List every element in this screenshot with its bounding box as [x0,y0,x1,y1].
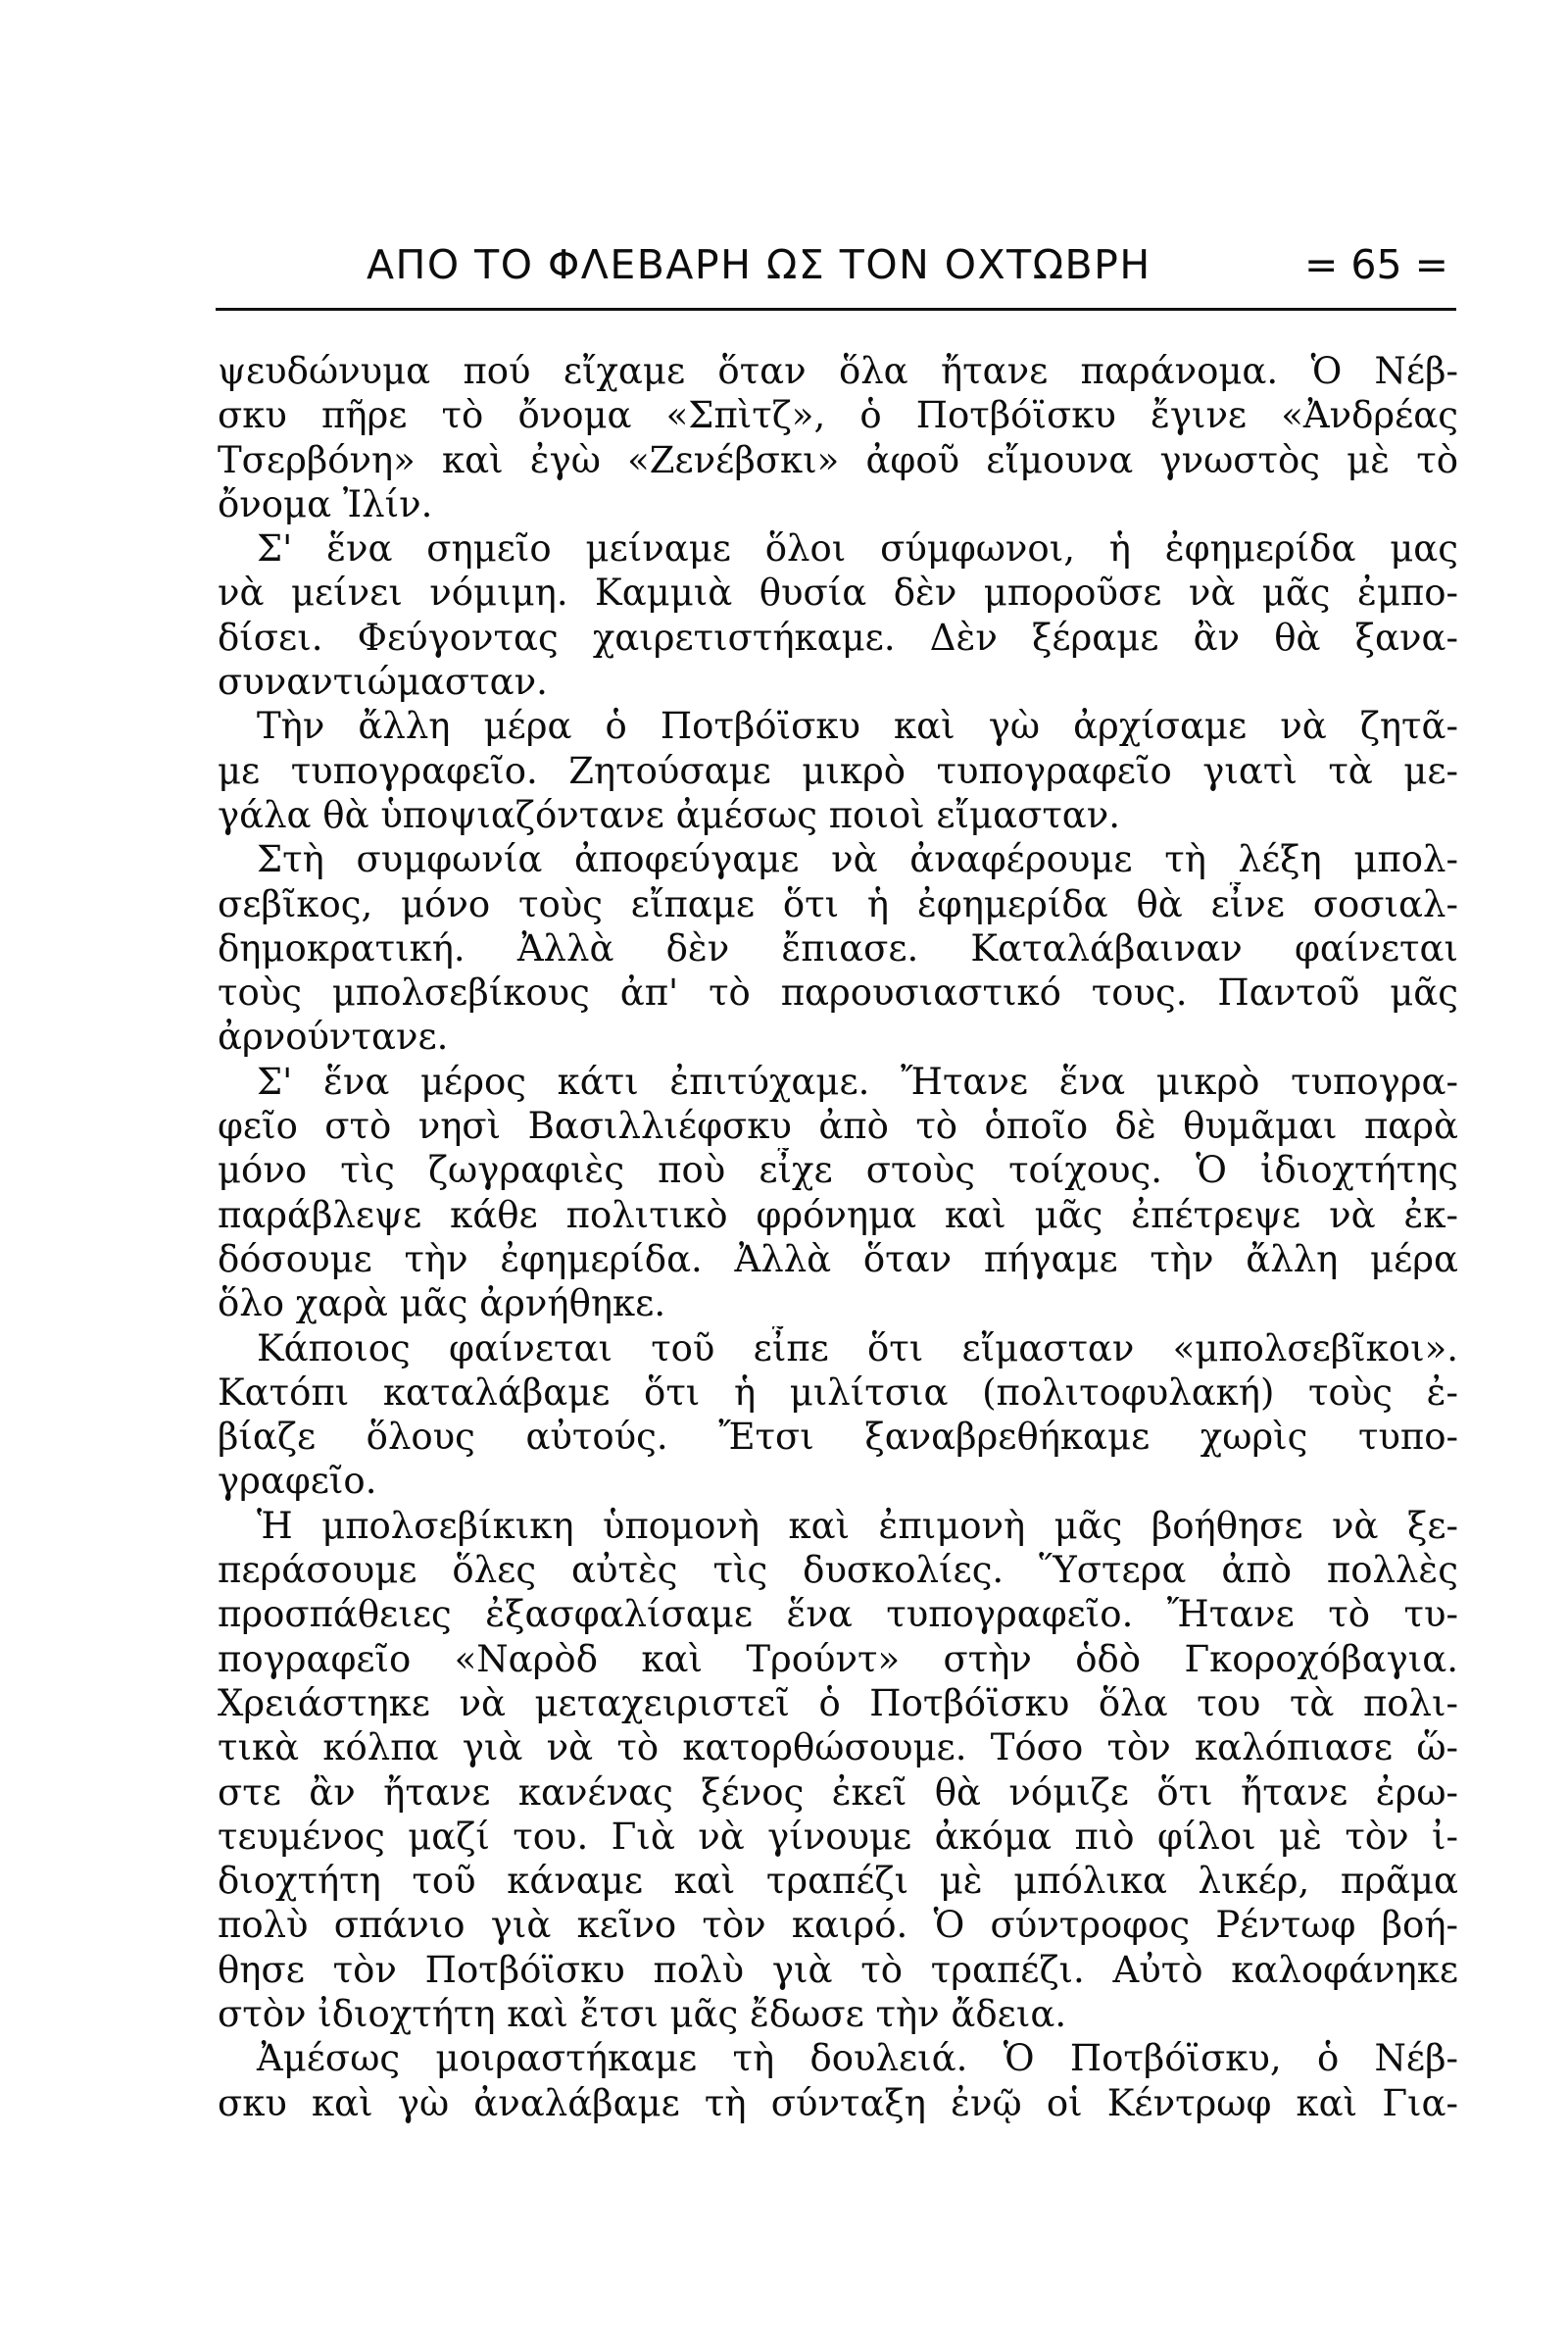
text-line: Τσερβόνη» καὶ ἐγὼ «Ζενέβσκι» ἀφοῦ εἴμουνα γνωστὸς μὲ τὸ [218,438,1458,481]
text-line: γάλα θὰ ὑποψιαζόντανε ἀμέσως ποιοὶ εἴμασταν. [218,793,1121,836]
text-line: γραφεῖο. [218,1460,377,1503]
text-line: βίαζε ὅλους αὐτούς. Ἔτσι ξαναβρεθήκαμε χωρὶς τυπο- [218,1416,1458,1459]
text-line: προσπάθειες ἐξασφαλίσαμε ἕνα τυπογραφεῖο. Ἤτανε τὸ τυ- [218,1593,1458,1636]
text-line: νὰ μείνει νόμιμη. Καμμιὰ θυσία δὲν μποροῦσε νὰ μᾶς ἐμπο- [218,572,1458,615]
text-line: Σ' ἕνα σημεῖο μείναμε ὅλοι σύμφωνοι, ἡ ἐφημερίδα μας [257,527,1458,571]
text-line: φεῖο στὸ νησὶ Βασιλλιέφσκυ ἀπὸ τὸ ὁποῖο δὲ θυμᾶμαι παρὰ [218,1105,1458,1148]
running-title: ΑΠΟ ΤΟ ΦΛΕΒΑΡΗ ΩΣ ΤΟΝ ΟΧΤΩΒΡΗ [367,241,1152,288]
text-line: σκυ καὶ γὼ ἀναλάβαμε τὴ σύνταξη ἐνῷ οἱ Κέντρωφ καὶ Για- [218,2081,1458,2124]
text-line: σεβῖκος, μόνο τοὺς εἴπαμε ὅτι ἡ ἐφημερίδα θὰ εἶνε σοσιαλ- [218,882,1458,925]
text-line: Κατόπι καταλάβαμε ὅτι ἡ μιλίτσια (πολιτοφυλακή) τοὺς ἐ- [218,1370,1458,1414]
header-rule [216,308,1456,311]
text-line: πογραφεῖο «Ναρὸδ καὶ Τρούντ» στὴν ὁδὸ Γκοροχόβαγια. [218,1637,1458,1680]
text-line: σκυ πῆρε τὸ ὄνομα «Σπὶτζ», ὁ Ποτβόϊσκυ ἔγινε «Ἀνδρέας [218,394,1458,437]
text-line: περάσουμε ὅλες αὐτὲς τὶς δυσκολίες. Ὕστερα ἀπὸ πολλὲς [218,1549,1458,1592]
text-line: διοχτήτη τοῦ κάναμε καὶ τραπέζι μὲ μπόλικα λικέρ, πρᾶμα [218,1860,1458,1903]
text-line: τικὰ κόλπα γιὰ νὰ τὸ κατορθώσουμε. Τόσο τὸν καλόπιασε ὥ- [218,1726,1458,1769]
text-line: Ἡ μπολσεβίκικη ὑπομονὴ καὶ ἐπιμονὴ μᾶς βοήθησε νὰ ξε- [257,1504,1458,1547]
text-line: παράβλεψε κάθε πολιτικὸ φρόνημα καὶ μᾶς ἐπέτρεψε νὰ ἐκ- [218,1193,1458,1236]
text-line: ἀρνούντανε. [218,1016,449,1059]
text-line: ψευδώνυμα πού εἴχαμε ὅταν ὅλα ἤτανε παράνομα. Ὁ Νέβ- [218,350,1458,392]
page-number: = 65 = [1304,241,1448,288]
text-line: Χρειάστηκε νὰ μεταχειριστεῖ ὁ Ποτβόϊσκυ ὅλα του τὰ πολι- [218,1681,1458,1724]
text-line: με τυπογραφεῖο. Ζητούσαμε μικρὸ τυπογραφεῖο γιατὶ τὰ με- [218,749,1458,792]
text-line: δόσουμε τὴν ἐφημερίδα. Ἀλλὰ ὅταν πήγαμε τὴν ἄλλη μέρα [218,1237,1458,1280]
body-text [218,349,1458,2125]
text-line: μόνο τὶς ζωγραφιὲς ποὺ εἶχε στοὺς τοίχους. Ὁ ἰδιοχτήτης [218,1149,1458,1192]
text-line: τοὺς μπολσεβίκους ἀπ' τὸ παρουσιαστικό τους. Παντοῦ μᾶς [218,971,1458,1015]
text-line: στε ἂν ἤτανε κανένας ξένος ἐκεῖ θὰ νόμιζε ὅτι ἤτανε ἐρω- [218,1770,1458,1814]
text-line: δημοκρατική. Ἀλλὰ δὲν ἔπιασε. Καταλάβαιναν φαίνεται [218,926,1458,970]
text-line: Κάποιος φαίνεται τοῦ εἶπε ὅτι εἴμασταν «μπολσεβῖκοι». [257,1326,1458,1369]
text-line: ὄνομα Ἰλίν. [218,482,433,525]
text-line: στὸν ἰδιοχτήτη καὶ ἔτσι μᾶς ἔδωσε τὴν ἄδεια. [218,1992,1067,2035]
text-line: δίσει. Φεύγοντας χαιρετιστήκαμε. Δὲν ξέραμε ἂν θὰ ξανα- [218,616,1458,659]
text-line: τευμένος μαζί του. Γιὰ νὰ γίνουμε ἀκόμα πιὸ φίλοι μὲ τὸν ἰ- [218,1815,1458,1858]
text-line: Ἀμέσως μοιραστήκαμε τὴ δουλειά. Ὁ Ποτβόϊσκυ, ὁ Νέβ- [257,2037,1458,2080]
text-line: Σ' ἕνα μέρος κάτι ἐπιτύχαμε. Ἤτανε ἕνα μικρὸ τυπογρα- [257,1060,1458,1103]
text-line: θησε τὸν Ποτβόϊσκυ πολὺ γιὰ τὸ τραπέζι. Αὐτὸ καλοφάνηκε [218,1948,1458,1991]
text-line: Στὴ συμφωνία ἀποφεύγαμε νὰ ἀναφέρουμε τὴ λέξη μπολ- [257,838,1458,881]
running-header [367,241,1454,300]
text-line: Τὴν ἄλλη μέρα ὁ Ποτβόϊσκυ καὶ γὼ ἀρχίσαμε νὰ ζητᾶ- [257,705,1458,748]
text-line: ὅλο χαρὰ μᾶς ἀρνήθηκε. [218,1282,666,1325]
text-line: πολὺ σπάνιο γιὰ κεῖνο τὸν καιρό. Ὁ σύντροφος Ρέντωφ βοή- [218,1904,1458,1947]
text-line: συναντιώμασταν. [218,661,548,704]
